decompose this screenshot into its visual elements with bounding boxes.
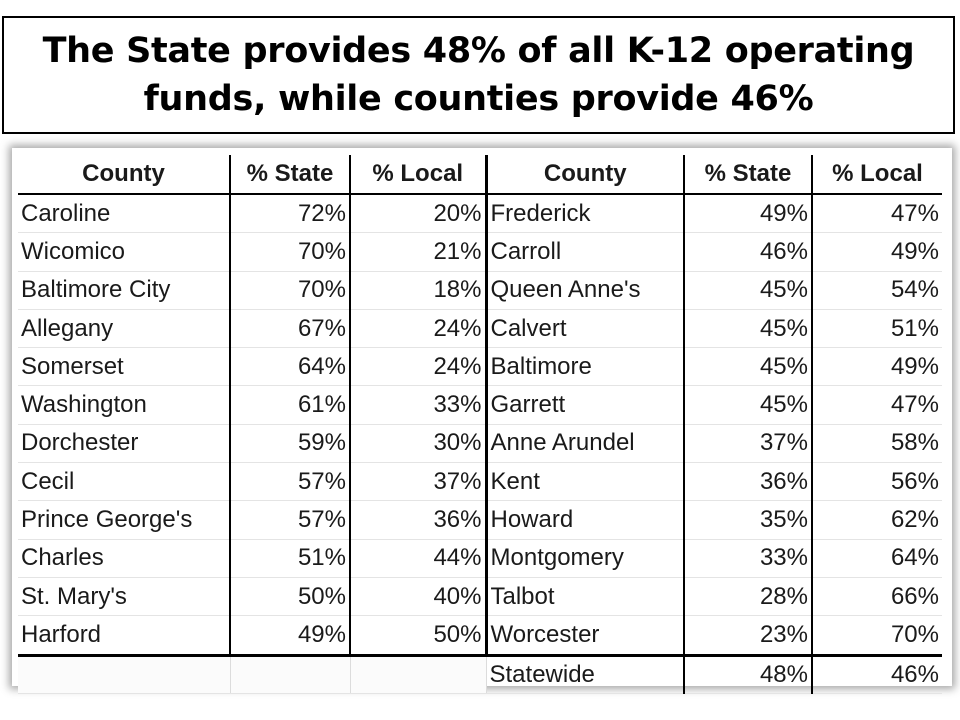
county-name: Washington xyxy=(18,386,230,424)
local-percent: 70% xyxy=(812,616,942,655)
table-body xyxy=(18,194,942,693)
local-percent: 40% xyxy=(350,577,486,615)
local-percent: 54% xyxy=(812,271,942,309)
local-percent: 49% xyxy=(812,348,942,386)
header-state-right: % State xyxy=(684,155,812,194)
state-percent: 33% xyxy=(684,539,812,577)
county-name: Caroline xyxy=(18,194,230,233)
local-percent: 30% xyxy=(350,424,486,462)
slide-title-line-2: funds, while counties provide 46% xyxy=(143,79,814,119)
local-percent: 64% xyxy=(812,539,942,577)
state-percent: 35% xyxy=(684,501,812,539)
local-percent: 66% xyxy=(812,577,942,615)
local-percent: 47% xyxy=(812,194,942,233)
county-name: Talbot xyxy=(486,577,684,615)
county-name: Garrett xyxy=(486,386,684,424)
table-row xyxy=(18,501,942,539)
state-percent: 57% xyxy=(230,501,350,539)
county-name: Wicomico xyxy=(18,233,230,271)
local-percent: 56% xyxy=(812,463,942,501)
empty-cell xyxy=(230,655,350,693)
table-row xyxy=(18,271,942,309)
state-percent: 36% xyxy=(684,463,812,501)
local-percent: 33% xyxy=(350,386,486,424)
state-percent: 64% xyxy=(230,348,350,386)
header-county-right: County xyxy=(486,155,684,194)
county-name: Queen Anne's xyxy=(486,271,684,309)
local-percent: 49% xyxy=(812,233,942,271)
state-percent: 57% xyxy=(230,463,350,501)
county-name: Worcester xyxy=(486,616,684,655)
local-percent: 24% xyxy=(350,309,486,347)
local-percent: 21% xyxy=(350,233,486,271)
local-percent: 62% xyxy=(812,501,942,539)
statewide-state-percent: 48% xyxy=(684,655,812,693)
table-row xyxy=(18,386,942,424)
table-row xyxy=(18,463,942,501)
statewide-label: Statewide xyxy=(486,655,684,693)
local-percent: 18% xyxy=(350,271,486,309)
state-percent: 46% xyxy=(684,233,812,271)
county-name: Anne Arundel xyxy=(486,424,684,462)
header-state-left: % State xyxy=(230,155,350,194)
slide-title-box xyxy=(2,16,955,134)
county-name: Somerset xyxy=(18,348,230,386)
state-percent: 49% xyxy=(684,194,812,233)
table-header-row xyxy=(18,155,942,194)
header-local-right: % Local xyxy=(812,155,942,194)
local-percent: 50% xyxy=(350,616,486,655)
statewide-total-row xyxy=(18,655,942,693)
table-row xyxy=(18,616,942,655)
county-name: Baltimore xyxy=(486,348,684,386)
state-percent: 59% xyxy=(230,424,350,462)
county-name: Prince George's xyxy=(18,501,230,539)
table-row xyxy=(18,348,942,386)
state-percent: 45% xyxy=(684,271,812,309)
county-name: Carroll xyxy=(486,233,684,271)
county-name: Baltimore City xyxy=(18,271,230,309)
county-name: Frederick xyxy=(486,194,684,233)
state-percent: 70% xyxy=(230,233,350,271)
state-percent: 70% xyxy=(230,271,350,309)
state-percent: 45% xyxy=(684,348,812,386)
county-name: St. Mary's xyxy=(18,577,230,615)
state-percent: 61% xyxy=(230,386,350,424)
county-name: Allegany xyxy=(18,309,230,347)
state-percent: 72% xyxy=(230,194,350,233)
local-percent: 36% xyxy=(350,501,486,539)
local-percent: 20% xyxy=(350,194,486,233)
county-name: Calvert xyxy=(486,309,684,347)
county-name: Harford xyxy=(18,616,230,655)
state-percent: 49% xyxy=(230,616,350,655)
table-row xyxy=(18,577,942,615)
table-row xyxy=(18,309,942,347)
funding-table xyxy=(18,155,942,694)
funding-table-frame xyxy=(12,148,952,686)
header-local-left: % Local xyxy=(350,155,486,194)
header-county-left: County xyxy=(18,155,230,194)
empty-cell xyxy=(18,655,230,693)
state-percent: 23% xyxy=(684,616,812,655)
county-name: Cecil xyxy=(18,463,230,501)
local-percent: 44% xyxy=(350,539,486,577)
local-percent: 51% xyxy=(812,309,942,347)
local-percent: 24% xyxy=(350,348,486,386)
slide-title-line-1: The State provides 48% of all K-12 operating xyxy=(42,31,915,71)
county-name: Kent xyxy=(486,463,684,501)
county-name: Howard xyxy=(486,501,684,539)
state-percent: 67% xyxy=(230,309,350,347)
county-name: Montgomery xyxy=(486,539,684,577)
table-row xyxy=(18,233,942,271)
state-percent: 51% xyxy=(230,539,350,577)
table-row xyxy=(18,539,942,577)
county-name: Dorchester xyxy=(18,424,230,462)
table-row xyxy=(18,194,942,233)
state-percent: 45% xyxy=(684,386,812,424)
empty-cell xyxy=(350,655,486,693)
state-percent: 50% xyxy=(230,577,350,615)
local-percent: 37% xyxy=(350,463,486,501)
local-percent: 47% xyxy=(812,386,942,424)
state-percent: 45% xyxy=(684,309,812,347)
county-name: Charles xyxy=(18,539,230,577)
local-percent: 58% xyxy=(812,424,942,462)
statewide-local-percent: 46% xyxy=(812,655,942,693)
table-row xyxy=(18,424,942,462)
state-percent: 37% xyxy=(684,424,812,462)
state-percent: 28% xyxy=(684,577,812,615)
